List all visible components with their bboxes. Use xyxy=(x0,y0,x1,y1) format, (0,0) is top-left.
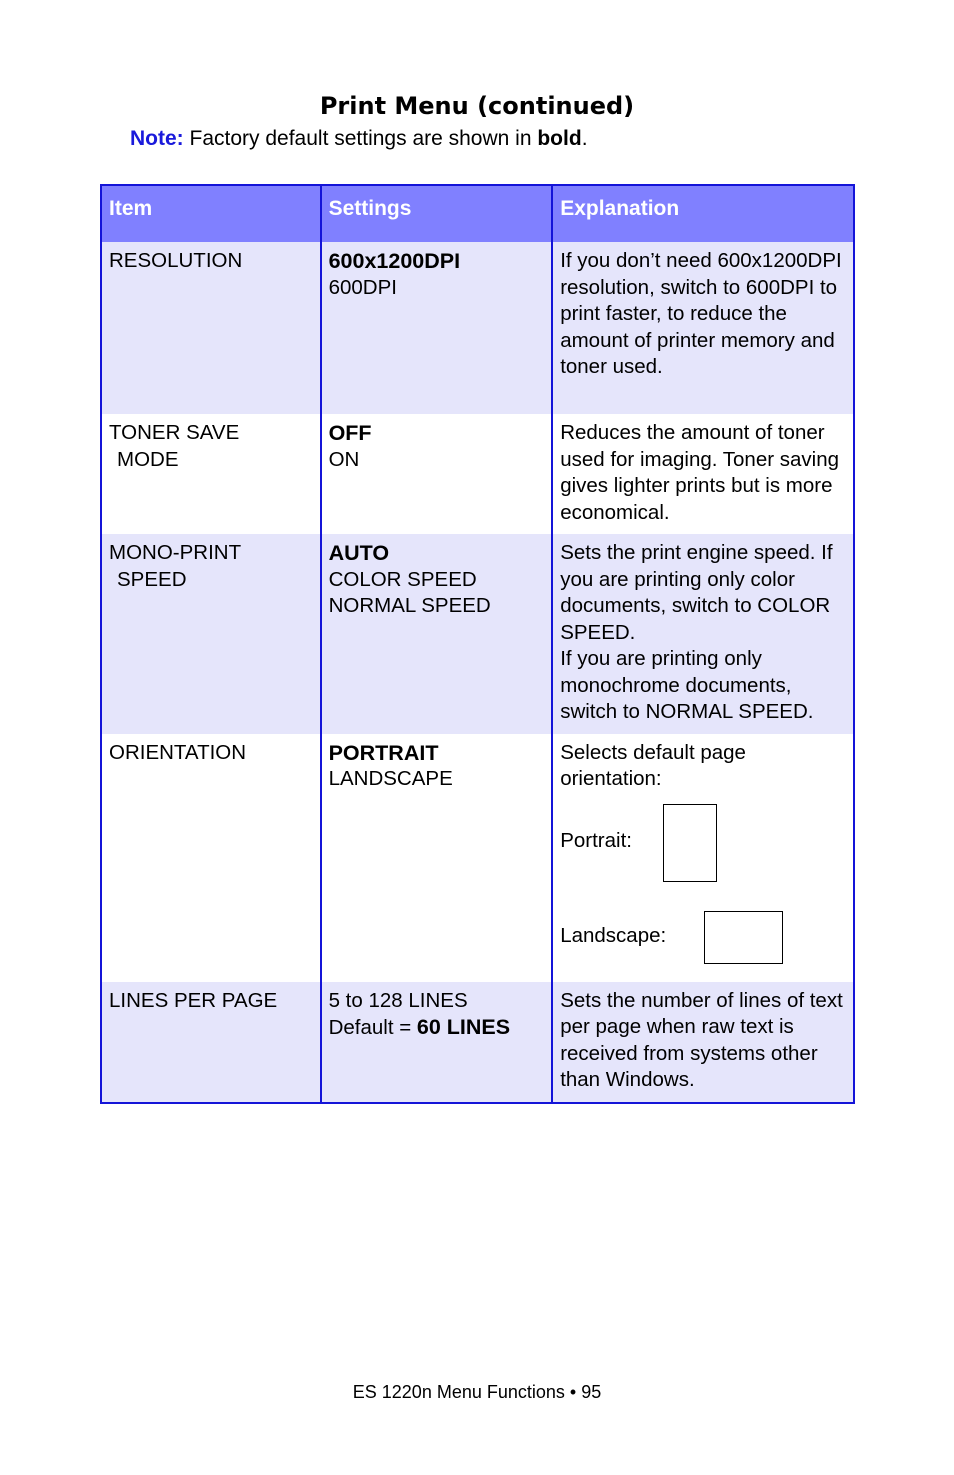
item-cell: LINES PER PAGE xyxy=(101,982,321,1103)
default-line xyxy=(329,1014,545,1042)
setting-range: 5 to 128 LINES xyxy=(328,988,468,1012)
setting-option: NORMAL SPEED xyxy=(328,594,491,617)
default-setting: PORTRAIT xyxy=(328,740,439,765)
explanation-text: Selects default page orientation: xyxy=(560,740,746,790)
item-line: SPEED xyxy=(117,567,187,591)
setting-option: LANDSCAPE xyxy=(328,767,453,790)
note-label: Note: xyxy=(130,127,184,150)
portrait-page-icon xyxy=(663,804,717,882)
default-setting: 60 LINES xyxy=(416,1015,511,1039)
note-text: Factory default settings are shown in xyxy=(183,127,538,150)
header-settings: Settings xyxy=(321,185,553,242)
item-cell: ORIENTATION xyxy=(101,734,321,982)
setting-option: 600DPI xyxy=(328,275,397,299)
note-bold: bold xyxy=(537,127,582,150)
print-menu-table xyxy=(100,184,855,1104)
table-row-orientation xyxy=(101,734,854,982)
note-end: . xyxy=(581,127,588,150)
explanation-cell: Sets the number of lines of text per page when raw text is received from systems other than Windows. xyxy=(552,982,854,1103)
header-explanation: Explanation xyxy=(552,185,854,242)
note xyxy=(130,127,588,151)
settings-cell xyxy=(321,534,553,734)
landscape-label: Landscape: xyxy=(560,923,667,947)
item-cell xyxy=(101,414,321,534)
settings-cell xyxy=(321,242,553,414)
item-line: TONER SAVE xyxy=(109,421,240,444)
settings-cell xyxy=(321,414,553,534)
table-row-mono-print xyxy=(101,534,854,734)
setting-option: COLOR SPEED xyxy=(328,567,477,591)
item-line: MONO-PRINT xyxy=(109,541,242,564)
portrait-label: Portrait: xyxy=(560,828,632,852)
table-row-toner-save xyxy=(101,414,854,534)
default-setting: 600x1200DPI xyxy=(328,249,461,273)
explanation-cell: If you don’t need 600x1200DPI resolution, switch to 600DPI to print faster, to reduce the amount of printer memory and toner used. xyxy=(552,242,854,414)
explanation-text: If you are printing only monochrome documents, switch to NORMAL SPEED. xyxy=(560,647,814,723)
setting-option: ON xyxy=(328,447,360,471)
page-footer: ES 1220n Menu Functions • 95 xyxy=(352,1382,602,1402)
default-setting: OFF xyxy=(328,421,372,445)
settings-cell xyxy=(321,982,553,1103)
page-title: Print Menu (continued) xyxy=(319,92,635,120)
default-prefix: Default = xyxy=(328,1016,417,1039)
explanation-cell xyxy=(552,734,854,982)
default-setting: AUTO xyxy=(328,541,390,565)
orientation-explanation xyxy=(560,740,846,974)
item-line: MODE xyxy=(117,447,179,471)
table-row-resolution xyxy=(101,242,854,414)
settings-cell xyxy=(321,734,553,982)
table-header-row xyxy=(101,185,854,242)
item-cell: RESOLUTION xyxy=(101,242,321,414)
header-item: Item xyxy=(101,185,321,242)
item-cell xyxy=(101,534,321,734)
explanation-cell: Reduces the amount of toner used for imaging. Toner saving gives lighter prints but is more economical. xyxy=(552,414,854,534)
table-row-lines-per-page xyxy=(101,982,854,1103)
explanation-cell xyxy=(552,534,854,734)
explanation-text: Sets the print engine speed. If you are printing only color documents, switch to COLOR SPEED. xyxy=(560,541,833,644)
landscape-page-icon xyxy=(704,911,783,964)
